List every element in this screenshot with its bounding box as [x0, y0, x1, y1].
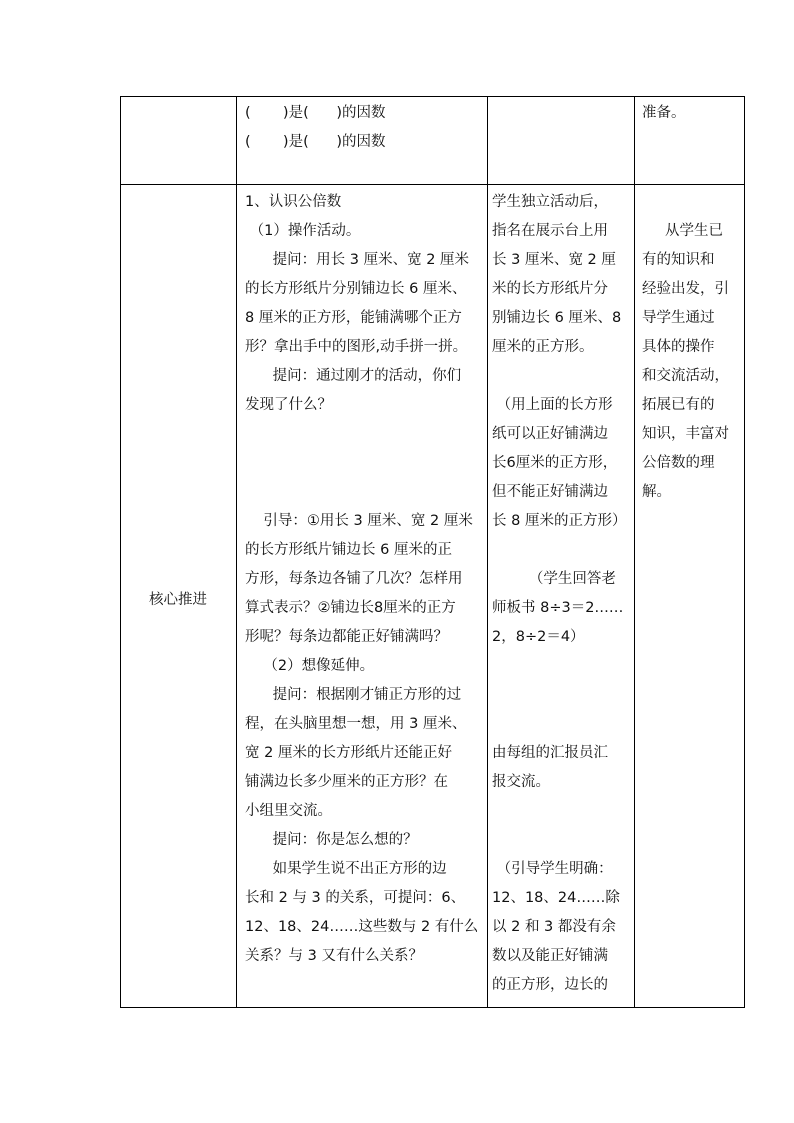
stage-label: 核心推进: [149, 592, 207, 608]
activity-line: 师板书 8÷3＝2……: [492, 600, 624, 616]
intent-line: 和交流活动，: [642, 368, 729, 384]
row1-content-cell: [245, 99, 483, 157]
content-line: 1、认识公倍数: [245, 194, 342, 210]
activity-line: 2，8÷2＝4）: [492, 629, 585, 645]
intent-line: 经验出发，引: [642, 281, 729, 297]
intent-line: 具体的操作: [642, 339, 715, 355]
table-border-bottom: [120, 1007, 745, 1008]
intent-line: 公倍数的理: [642, 455, 715, 471]
intent-line: 从学生已: [642, 223, 724, 239]
content-line: 如果学生说不出正方形的边: [245, 861, 447, 877]
activity-line: [492, 710, 632, 739]
table-border-left: [120, 96, 121, 1008]
content-line: 形？拿出手中的图形,动手拼一拼。: [245, 339, 468, 355]
content-line: 的长方形纸片铺边长 6 厘米的正: [245, 542, 452, 558]
content-line: 铺满边长多少厘米的正方形？在: [245, 774, 448, 790]
content-line: 宽 2 厘米的长方形纸片还能正好: [245, 745, 452, 761]
activity-line: 以 2 和 3 都没有余: [492, 919, 616, 935]
column-divider-1: [236, 96, 237, 1008]
activity-line: 米的长方形纸片分: [492, 281, 608, 297]
content-line: 算式表示？②铺边长8厘米的正方: [245, 600, 456, 616]
row1-content-line: ( )是( )的因数: [245, 134, 386, 150]
row2-intent-cell: [642, 217, 740, 507]
content-line: 引导：①用长 3 厘米、宽 2 厘米: [245, 513, 473, 529]
row1-content-line: ( )是( )的因数: [245, 105, 386, 121]
activity-line: [492, 652, 632, 681]
activity-line: [492, 536, 632, 565]
content-line: 提问：根据刚才铺正方形的过: [245, 687, 462, 703]
intent-line: 导学生通过: [642, 310, 715, 326]
intent-line: 有的知识和: [642, 252, 715, 268]
activity-line: 的正方形，边长的: [492, 977, 608, 993]
content-line: [245, 478, 485, 507]
content-line: [245, 420, 485, 449]
content-line: 发现了什么？: [245, 397, 332, 413]
content-line: 方形，每条边各铺了几次？怎样用: [245, 571, 463, 587]
content-line: 12、18、24……这些数与 2 有什么: [245, 919, 479, 935]
activity-line: 长 3 厘米、宽 2 厘: [492, 252, 616, 268]
activity-line: （引导学生明确：: [492, 861, 613, 877]
intent-line: 拓展已有的: [642, 397, 715, 413]
row-divider: [120, 184, 745, 185]
activity-line: 长 8 厘米的正方形）: [492, 513, 627, 529]
activity-line: 由每组的汇报员汇: [492, 745, 608, 761]
activity-line: [492, 797, 632, 826]
content-line: 提问：通过刚才的活动，你们: [245, 368, 462, 384]
intent-line: 知识，丰富对: [642, 426, 729, 442]
activity-line: 报交流。: [492, 774, 550, 790]
row1-intent-cell: [642, 99, 740, 128]
activity-line: [492, 362, 632, 391]
row2-activity-cell: [492, 188, 632, 1000]
activity-line: （学生回答老: [492, 571, 616, 587]
row2-content-cell: [245, 188, 485, 971]
column-divider-3: [634, 96, 635, 1008]
activity-line: 12、18、24……除: [492, 890, 620, 906]
activity-line: （用上面的长方形: [492, 397, 613, 413]
content-line: 8 厘米的正方形，能铺满哪个正方: [245, 310, 462, 326]
activity-line: 但不能正好铺满边: [492, 484, 608, 500]
activity-line: 长6厘米的正方形，: [492, 455, 618, 471]
activity-line: 学生独立活动后，: [492, 194, 608, 210]
intent-line: 解。: [642, 484, 671, 500]
activity-line: 厘米的正方形。: [492, 339, 594, 355]
activity-line: 指名在展示台上用: [492, 223, 608, 239]
activity-line: [492, 826, 632, 855]
activity-line: 别铺边长 6 厘米、8: [492, 310, 622, 326]
lesson-plan-table: [120, 96, 745, 1008]
activity-line: 纸可以正好铺满边: [492, 426, 608, 442]
content-line: 小组里交流。: [245, 803, 332, 819]
content-line: 程，在头脑里想一想，用 3 厘米、: [245, 716, 467, 732]
row1-intent-line: 准备。: [642, 105, 686, 121]
table-border-top: [120, 96, 745, 97]
content-line: 形呢？每条边都能正好铺满吗？: [245, 629, 448, 645]
content-line: 的长方形纸片分别铺边长 6 厘米、: [245, 281, 467, 297]
content-line: 关系？与 3 又有什么关系？: [245, 948, 423, 964]
content-line: （1）操作活动。: [245, 223, 361, 239]
column-divider-2: [487, 96, 488, 1008]
content-line: 提问：你是怎么想的？: [245, 832, 418, 848]
content-line: 长和 2 与 3 的关系，可提问：6、: [245, 890, 466, 906]
content-line: （2）想像延伸。: [245, 658, 375, 674]
activity-line: 数以及能正好铺满: [492, 948, 608, 964]
activity-line: [492, 681, 632, 710]
content-line: [245, 449, 485, 478]
table-border-right: [744, 96, 745, 1008]
content-line: 提问：用长 3 厘米、宽 2 厘米: [245, 252, 470, 268]
